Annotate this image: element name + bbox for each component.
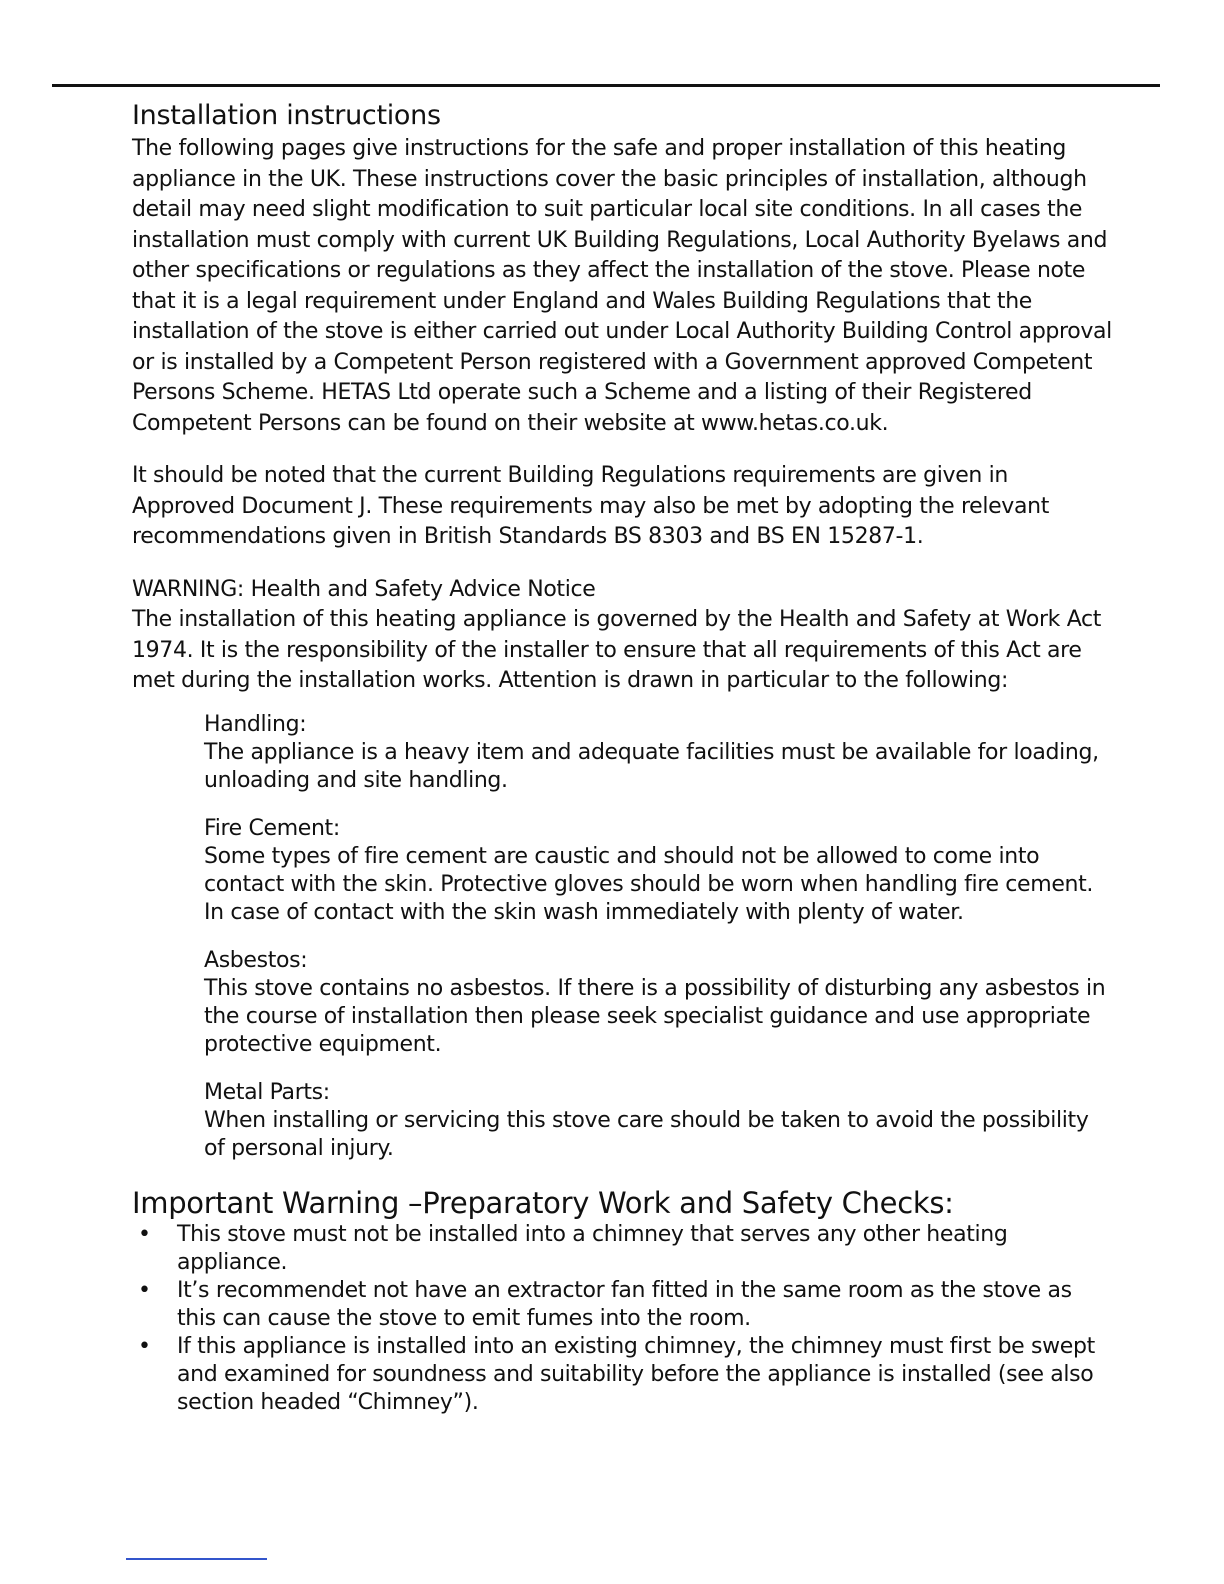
installation-title: Installation instructions <box>132 100 441 131</box>
warning-text: The installation of this heating appliance is governed by the Health and Safety at Work Act 1974. It is the responsibility of the installer to ensure that all requirements of this Act are met during the installation works. Attention is drawn in particular to the following: <box>132 607 1102 693</box>
warning-heading: WARNING: Health and Safety Advice Notice <box>132 576 596 602</box>
warning-item-text: The appliance is a heavy item and adequate facilities must be available for loading, unloading and site handling. <box>204 739 1099 793</box>
page-content <box>132 98 1112 1417</box>
list-item-text: It’s recommendet not have an extractor fan fitted in the same room as the stove as this can cause the stove to emit fumes into the room. <box>177 1277 1072 1331</box>
warning-item-label: Asbestos: <box>204 947 308 973</box>
warning-item-handling <box>204 711 1112 795</box>
bullet-icon: • <box>138 1277 151 1303</box>
warning-item-label: Handling: <box>204 711 307 737</box>
warning-item-asbestos <box>204 947 1112 1059</box>
list-item <box>132 1277 1112 1333</box>
warning-item-label: Fire Cement: <box>204 815 340 841</box>
warning-item-fire-cement <box>204 815 1112 927</box>
regulations-paragraph: It should be noted that the current Building Regulations requirements are given in Approved Document J. These requirements may also be met by adopting the relevant recommendations given in British Standards BS 8303 and BS EN 15287-1. <box>132 463 1049 549</box>
safety-checks-list <box>132 1221 1112 1417</box>
list-item <box>132 1333 1112 1417</box>
warning-item-label: Metal Parts: <box>204 1079 330 1105</box>
list-item <box>132 1221 1112 1277</box>
list-item-text: This stove must not be installed into a chimney that serves any other heating appliance. <box>177 1221 1008 1275</box>
preparatory-work-title: Important Warning –Preparatory Work and Safety Checks: <box>132 1185 954 1220</box>
list-item-text: If this appliance is installed into an existing chimney, the chimney must first be swept and examined for soundness and suitability before the appliance is installed (see also section headed “Chimney”). <box>177 1333 1095 1415</box>
installation-intro: The following pages give instructions for the safe and proper installation of this heating appliance in the UK. These instructions cover the basic principles of installation, although detail may need slight modification to suit particular local site conditions. In all cases the installation must comply with current UK Building Regulations, Local Authority Byelaws and other specifications or regulations as they affect the installation of the stove. Please note that it is a legal requirement under England and Wales Building Regulations that the installation of the stove is either carried out under Local Authority Building Control approval or is installed by a Competent Person registered with a Government approved Competent Persons Scheme. HETAS Ltd operate such a Scheme and a listing of their Registered Competent Persons can be found on their website at www.hetas.co.uk. <box>132 136 1112 436</box>
bullet-icon: • <box>138 1221 151 1247</box>
warning-block <box>132 575 1112 697</box>
warning-item-text: Some types of fire cement are caustic and should not be allowed to come into contact with the skin. Protective gloves should be worn when handling fire cement. In case of contact with the skin wash immediately with plenty of water. <box>204 843 1094 925</box>
warning-item-text: This stove contains no asbestos. If there is a possibility of disturbing any asbestos in the course of installation then please seek specialist guidance and use appropriate protective equipment. <box>204 975 1106 1057</box>
footer-rule <box>126 1558 267 1560</box>
top-rule <box>52 84 1160 87</box>
warning-item-text: When installing or servicing this stove care should be taken to avoid the possibility of personal injury. <box>204 1107 1089 1161</box>
warning-items <box>204 711 1112 1163</box>
bullet-icon: • <box>138 1333 151 1359</box>
warning-item-metal-parts <box>204 1079 1112 1163</box>
